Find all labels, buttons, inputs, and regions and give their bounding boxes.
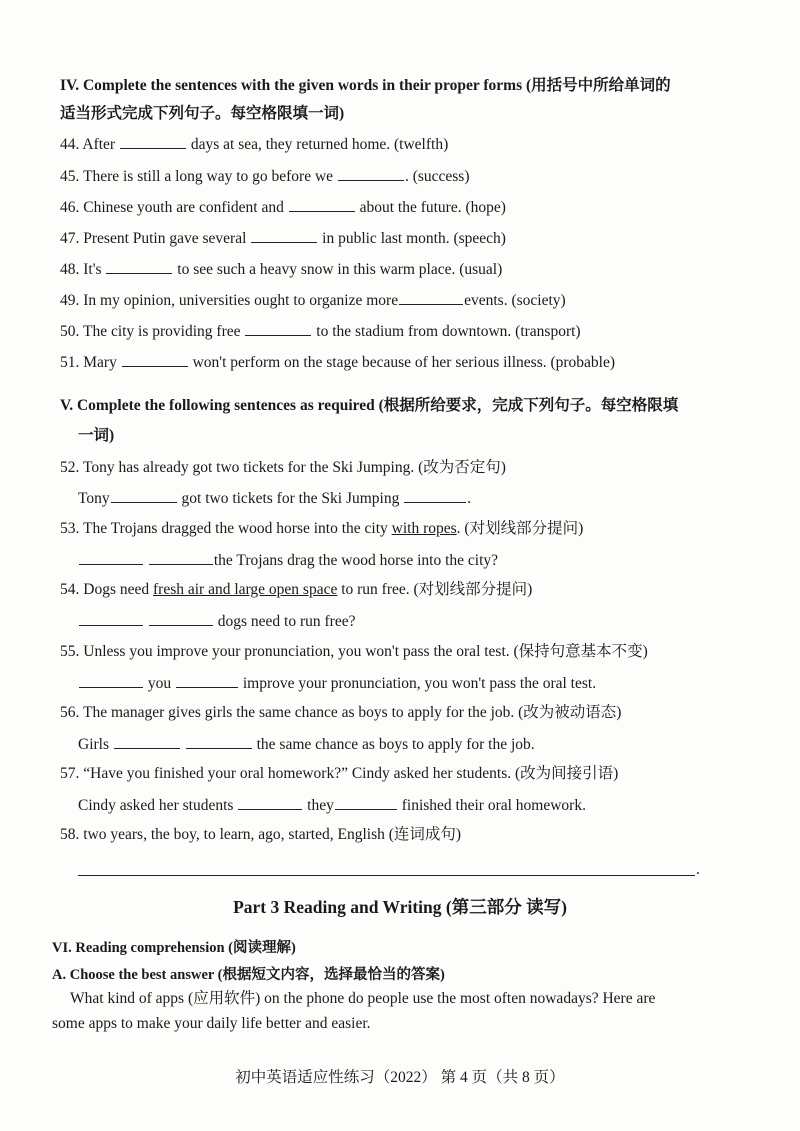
reading-paragraph-line2: some apps to make your daily life better and easier.: [52, 1015, 371, 1032]
q56-text-a: Girls: [78, 736, 109, 753]
section-iv-title-line2: 适当形式完成下列句子。每空格限填一词): [60, 105, 345, 122]
question-48: [60, 259, 502, 280]
q52-text-b: got two tickets for the Ski Jumping: [181, 490, 400, 507]
q54-text-b: to run free. (对划线部分提问): [341, 581, 533, 598]
q53-blank-2[interactable]: [149, 550, 213, 565]
q47-blank[interactable]: [251, 228, 317, 243]
q56-text-b: the same chance as boys to apply for the job.: [256, 736, 535, 753]
question-46: [60, 197, 506, 218]
q53-text-a: 53. The Trojans dragged the wood horse into the city: [60, 520, 388, 537]
q46-text-b: about the future. (hope): [359, 199, 506, 216]
q52-text-a: Tony: [78, 490, 110, 507]
q55-text-a: you: [147, 675, 172, 692]
part3-title: Part 3 Reading and Writing (第三部分 读写): [233, 897, 567, 917]
q57-blank-2[interactable]: [335, 795, 397, 810]
question-54-line1: [60, 580, 532, 600]
page-footer: 初中英语适应性练习（2022） 第 4 页（共 8 页）: [235, 1069, 565, 1086]
q46-blank[interactable]: [289, 197, 355, 212]
q51-blank[interactable]: [122, 352, 188, 367]
q54-blank-2[interactable]: [149, 611, 213, 626]
q51-text-a: 51. Mary: [60, 354, 117, 371]
q54-text-c: dogs need to run free?: [217, 613, 356, 630]
q48-text-b: to see such a heavy snow in this warm place. (usual): [177, 261, 503, 278]
question-50: [60, 321, 581, 342]
q46-text-a: 46. Chinese youth are confident and: [60, 199, 284, 216]
q44-blank[interactable]: [120, 134, 186, 149]
question-58-line1: 58. two years, the boy, to learn, ago, started, English (连词成句): [60, 826, 462, 843]
q51-text-b: won't perform on the stage because of her serious illness. (probable): [192, 354, 616, 371]
q57-text-b: they: [307, 797, 334, 814]
q52-blank-1[interactable]: [111, 488, 177, 503]
q56-blank-2[interactable]: [186, 734, 252, 749]
q48-blank[interactable]: [106, 259, 172, 274]
question-53-line2: [78, 550, 498, 571]
section-vi-title: VI. Reading comprehension (阅读理解): [52, 940, 296, 956]
q57-text-c: finished their oral homework.: [401, 797, 586, 814]
question-44: [60, 134, 448, 155]
question-56-line1: 56. The manager gives girls the same chance as boys to apply for the job. (改为被动语态): [60, 704, 622, 721]
q52-blank-2[interactable]: [404, 488, 466, 503]
question-56-line2: [78, 734, 535, 755]
question-57-line1: 57. “Have you finished your oral homework?” Cindy asked her students. (改为间接引语): [60, 765, 619, 782]
q57-blank-1[interactable]: [238, 795, 302, 810]
question-57-line2: [78, 795, 586, 816]
question-53-line1: [60, 519, 583, 539]
question-55-line1: 55. Unless you improve your pronunciation, you won't pass the oral test. (保持句意基本不变): [60, 643, 648, 660]
q44-text-b: days at sea, they returned home. (twelfth): [190, 136, 449, 153]
q57-text-a: Cindy asked her students: [78, 797, 234, 814]
q45-text-a: 45. There is still a long way to go before we: [60, 168, 334, 185]
question-47: [60, 228, 506, 249]
question-49: [60, 290, 566, 311]
q53-underlined: with ropes: [391, 520, 457, 537]
q58-end-period: .: [696, 861, 700, 878]
q47-text-a: 47. Present Putin gave several: [60, 230, 247, 247]
q50-blank[interactable]: [245, 321, 311, 336]
q47-text-b: in public last month. (speech): [322, 230, 506, 247]
q50-text-b: to the stadium from downtown. (transport): [316, 323, 581, 340]
section-v-title-line1: V. Complete the following sentences as required (根据所给要求，完成下列句子。每空格限填: [60, 397, 679, 414]
q54-underlined: fresh air and large open space: [153, 581, 338, 598]
q55-blank-2[interactable]: [176, 673, 238, 688]
reading-paragraph-line1: What kind of apps (应用软件) on the phone do people use the most often nowadays? Here are: [70, 990, 656, 1007]
q49-text-b: events. (society): [464, 292, 566, 309]
q45-text-b: . (success): [404, 168, 470, 185]
q56-blank-1[interactable]: [114, 734, 180, 749]
q53-text-c: the Trojans drag the wood horse into the city?: [213, 552, 498, 569]
q55-text-b: improve your pronunciation, you won't pass the oral test.: [242, 675, 597, 692]
q54-blank-1[interactable]: [79, 611, 143, 626]
question-45: [60, 166, 470, 187]
section-a-title: A. Choose the best answer (根据短文内容，选择最恰当的答案): [52, 967, 445, 983]
q53-text-b: . (对划线部分提问): [456, 520, 584, 537]
section-v-title-line2: 一词): [78, 427, 115, 444]
question-54-line2: [78, 611, 355, 632]
q49-blank[interactable]: [399, 290, 463, 305]
question-51: [60, 352, 615, 373]
question-52-line2: [78, 488, 471, 509]
q55-blank-1[interactable]: [79, 673, 143, 688]
q52-text-c: .: [467, 490, 472, 507]
q44-text-a: 44. After: [60, 136, 116, 153]
question-55-line2: [78, 673, 596, 694]
question-52-line1: 52. Tony has already got two tickets for the Ski Jumping. (改为否定句): [60, 459, 506, 476]
section-iv-title-line1: IV. Complete the sentences with the given words in their proper forms (用括号中所给单词的: [60, 77, 671, 94]
q54-text-a: 54. Dogs need: [60, 581, 150, 598]
q53-blank-1[interactable]: [79, 550, 143, 565]
q58-answer-line[interactable]: [78, 875, 695, 876]
q45-blank[interactable]: [338, 166, 404, 181]
q48-text-a: 48. It's: [60, 261, 102, 278]
q50-text-a: 50. The city is providing free: [60, 323, 241, 340]
q49-text-a: 49. In my opinion, universities ought to organize more: [60, 292, 399, 309]
